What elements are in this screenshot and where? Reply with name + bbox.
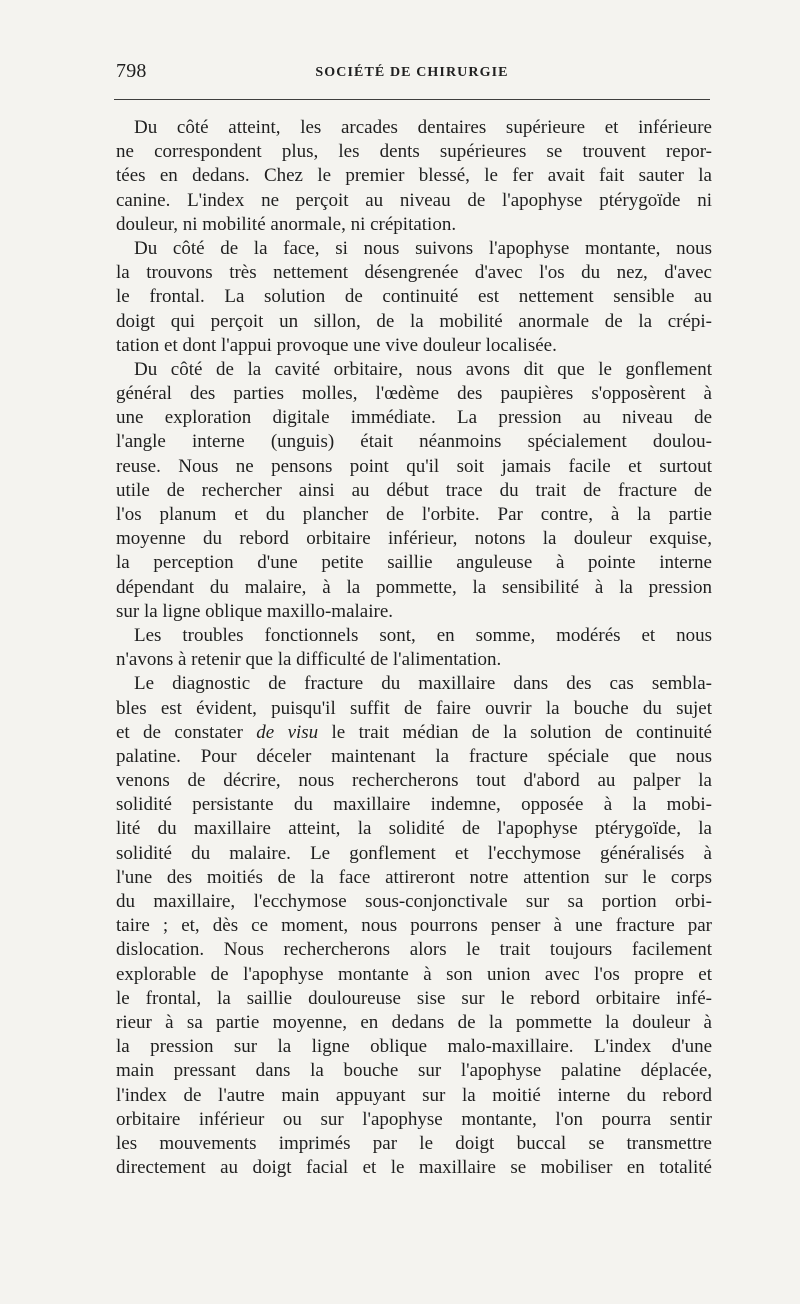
text-line: Du côté de la face, si nous suivons l'apophyse montante, nous [134, 237, 712, 259]
text-line: solidité du malaire. Le gonflement et l'ecchymose généralisés à [116, 842, 712, 864]
text-line: n'avons à retenir que la difficulté de l'alimentation. [116, 649, 502, 671]
text-line: dislocation. Nous rechercherons alors le trait toujours facilement [116, 939, 712, 961]
italic-phrase: de visu [256, 721, 319, 743]
text-line: Le diagnostic de fracture du maxillaire dans des cas sembla- [134, 673, 712, 695]
text-line: Du côté atteint, les arcades dentaires supérieure et inférieure [134, 117, 712, 138]
text-line [116, 721, 712, 745]
text-line: rieur à sa partie moyenne, en dedans de la pommette la douleur à [116, 1011, 712, 1033]
text-line: l'une des moitiés de la face attireront notre attention sur le corps [116, 866, 712, 888]
text-line: bles est évident, puisqu'il suffit de faire ouvrir la bouche du sujet [116, 697, 712, 719]
text-line: les mouvements imprimés par le doigt buccal se transmettre [116, 1132, 712, 1154]
text-line: le frontal, la saillie douloureuse sise sur le rebord orbitaire infé- [116, 987, 712, 1009]
header-rule [114, 99, 710, 100]
paragraph [116, 624, 712, 672]
text-line: reuse. Nous ne pensons point qu'il soit jamais facile et surtout [116, 455, 712, 477]
text-line: dépendant du malaire, à la pommette, la sensibilité à la pression [116, 576, 712, 598]
text-line: lité du maxillaire atteint, la solidité de l'apophyse ptérygoïde, la [116, 818, 712, 840]
text-line: explorable de l'apophyse montante à son union avec l'os propre et [116, 963, 712, 985]
text-line: canine. L'index ne perçoit au niveau de l'apophyse ptérygoïde ni [116, 189, 712, 211]
text-line: main pressant dans la bouche sur l'apophyse palatine déplacée, [116, 1060, 712, 1082]
text-line: orbitaire inférieur ou sur l'apophyse montante, l'on pourra sentir [116, 1108, 712, 1130]
text-line: directement au doigt facial et le maxillaire se mobiliser en totalité [116, 1157, 712, 1179]
text-line: palatine. Pour déceler maintenant la fracture spéciale que nous [116, 745, 712, 767]
text-line: douleur, ni mobilité anormale, ni crépitation. [116, 213, 457, 235]
text-line: Du côté de la cavité orbitaire, nous avons dit que le gonflement [134, 358, 712, 380]
text-line: sur la ligne oblique maxillo-malaire. [116, 600, 394, 622]
paragraph [116, 358, 712, 624]
text-line: la trouvons très nettement désengrenée d'avec l'os du nez, d'avec [116, 262, 712, 284]
text-line: utile de rechercher ainsi au début trace du trait de fracture de [116, 479, 712, 501]
text-line: l'index de l'autre main appuyant sur la moitié interne du rebord [116, 1084, 712, 1106]
paragraph [116, 237, 712, 358]
text-line: du maxillaire, l'ecchymose sous-conjonctivale sur sa portion orbi- [116, 891, 712, 912]
text-line: la pression sur la ligne oblique malo-maxillaire. L'index d'une [116, 1036, 712, 1058]
line-fragment: le trait médian de la solution de continuité [318, 721, 712, 743]
text-line: ne correspondent plus, les dents supérieures se trouvent repor- [116, 141, 712, 163]
text-line: l'os planum et du plancher de l'orbite. Par contre, à la partie [116, 504, 712, 525]
text-line: doigt qui perçoit un sillon, de la mobilité anormale de la crépi- [116, 310, 712, 332]
text-line: général des parties molles, l'œdème des paupières s'opposèrent à [116, 383, 712, 405]
paragraph [116, 116, 712, 237]
text-line: une exploration digitale immédiate. La pression au niveau de [116, 407, 712, 429]
running-title: SOCIÉTÉ DE CHIRURGIE [315, 65, 509, 80]
text-line: tées en dedans. Chez le premier blessé, le fer avait fait sauter la [116, 165, 712, 187]
text-line: le frontal. La solution de continuité est nettement sensible au [116, 286, 712, 308]
page-header [114, 58, 710, 88]
text-line: l'angle interne (unguis) était néanmoins spécialement doulou- [116, 431, 712, 453]
text-line: la perception d'une petite saillie anguleuse à pointe interne [116, 552, 712, 574]
text-line: tation et dont l'appui provoque une vive douleur localisée. [116, 334, 557, 356]
body-text [116, 116, 712, 1180]
text-line: moyenne du rebord orbitaire inférieur, notons la douleur exquise, [116, 528, 712, 550]
paragraph [116, 672, 712, 1180]
line-fragment: et de constater [116, 721, 257, 743]
text-line: Les troubles fonctionnels sont, en somme, modérés et nous [134, 624, 712, 646]
text-line: venons de décrire, nous rechercherons tout d'abord au palper la [116, 770, 712, 792]
text-line: taire ; et, dès ce moment, nous pourrons penser à une fracture par [116, 915, 712, 937]
text-line: solidité persistante du maxillaire indemne, opposée à la mobi- [116, 794, 712, 816]
page-number: 798 [116, 60, 147, 82]
